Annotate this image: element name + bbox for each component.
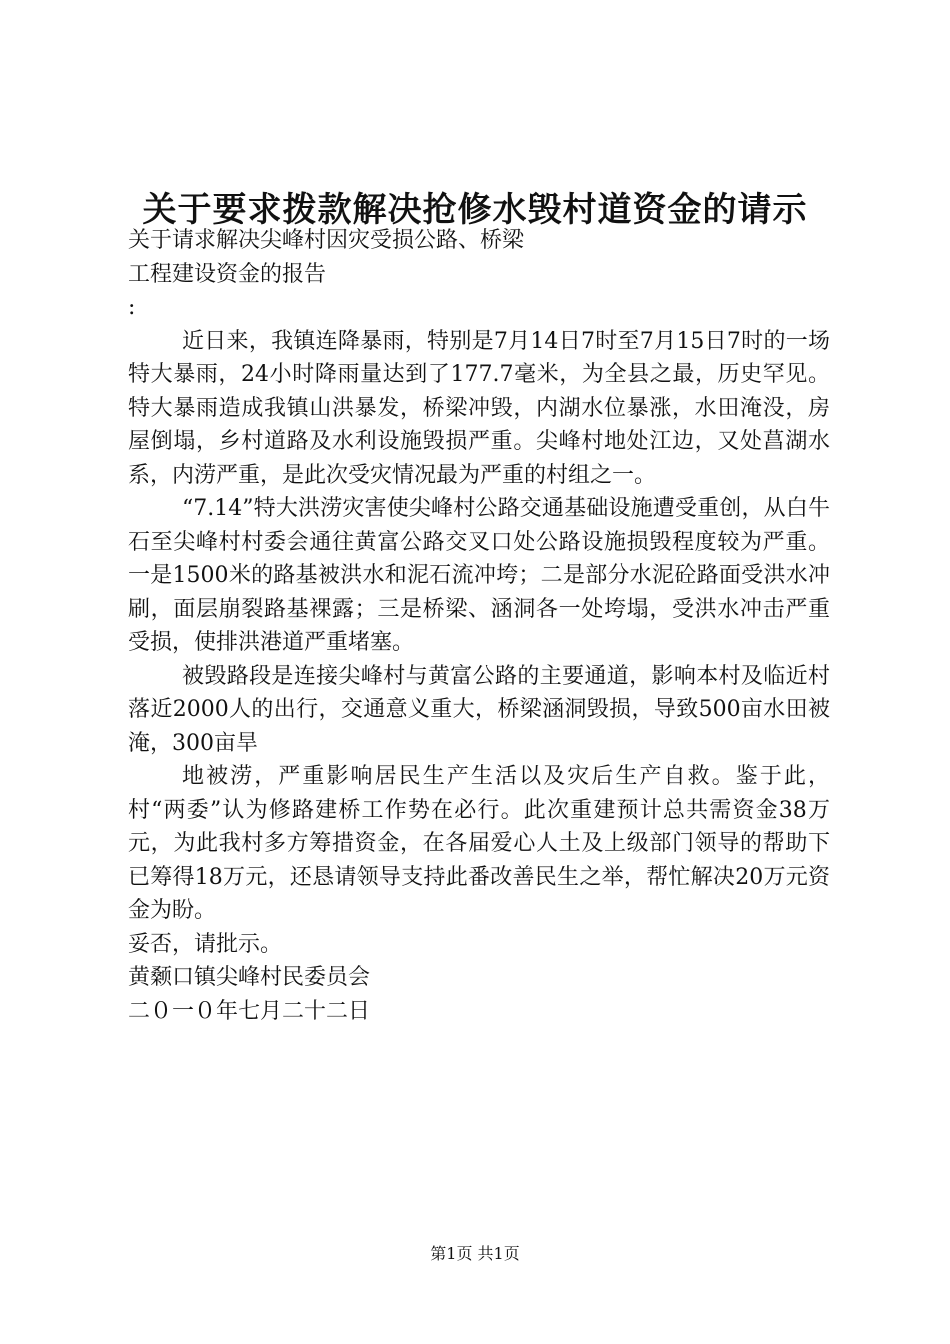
- paragraph-3: 被毁路段是连接尖峰村与黄富公路的主要通道，影响本村及临近村落近2000人的出行，交通意义重大，桥梁涵洞毁损，导致500亩水田被淹，300亩旱: [128, 663, 830, 756]
- closing-request: 妥否，请批示。: [128, 931, 283, 957]
- subtitle-line-1: 关于请求解决尖峰村因灾受损公路、桥梁: [128, 228, 525, 253]
- paragraph-1: 近日来，我镇连降暴雨，特别是7月14日7时至7月15日7时的一场特大暴雨，24小时降雨量达到了177.7毫米，为全县之最，历史罕见。特大暴雨造成我镇山洪暴发，桥梁冲毁，内湖水位暴涨，水田淹没，房屋倒塌，乡村道路及水利设施毁损严重。尖峰村地处江边，又处菖湖水系，内涝严重，是此次受灾情况最为严重的村组之一。: [128, 328, 830, 488]
- document-body: [128, 224, 830, 1028]
- page-number-footer: 第1页 共1页: [430, 1244, 520, 1263]
- subtitle-colon: :: [128, 295, 136, 320]
- document-title: 关于要求拨款解决抢修水毁村道资金的请示: [142, 190, 808, 230]
- signature: 黄颡口镇尖峰村民委员会: [128, 965, 371, 990]
- paragraph-2: “7.14”特大洪涝灾害使尖峰村公路交通基础设施遭受重创，从白牛石至尖峰村村委会通往黄富公路交叉口处公路设施损毁程度较为严重。一是1500米的路基被洪水和泥石流冲垮；二是部分水泥砼路面受洪水冲刷，面层崩裂路基裸露；三是桥梁、涵洞各一处垮塌，受洪水冲击严重受损，使排洪港道严重堵塞。: [128, 496, 830, 655]
- paragraph-4: 地被涝，严重影响居民生产生活以及灾后生产自救。鉴于此，村“两委”认为修路建桥工作势在必行。此次重建预计总共需资金38万元，为此我村多方筹措资金，在各届爱心人土及上级部门领导的帮助下已筹得18万元，还恳请领导支持此番改善民生之举，帮忙解决20万元资金为盼。: [128, 764, 830, 923]
- document-date: 二０一０年七月二十二日: [128, 998, 371, 1024]
- subtitle-line-2: 工程建设资金的报告: [128, 261, 327, 287]
